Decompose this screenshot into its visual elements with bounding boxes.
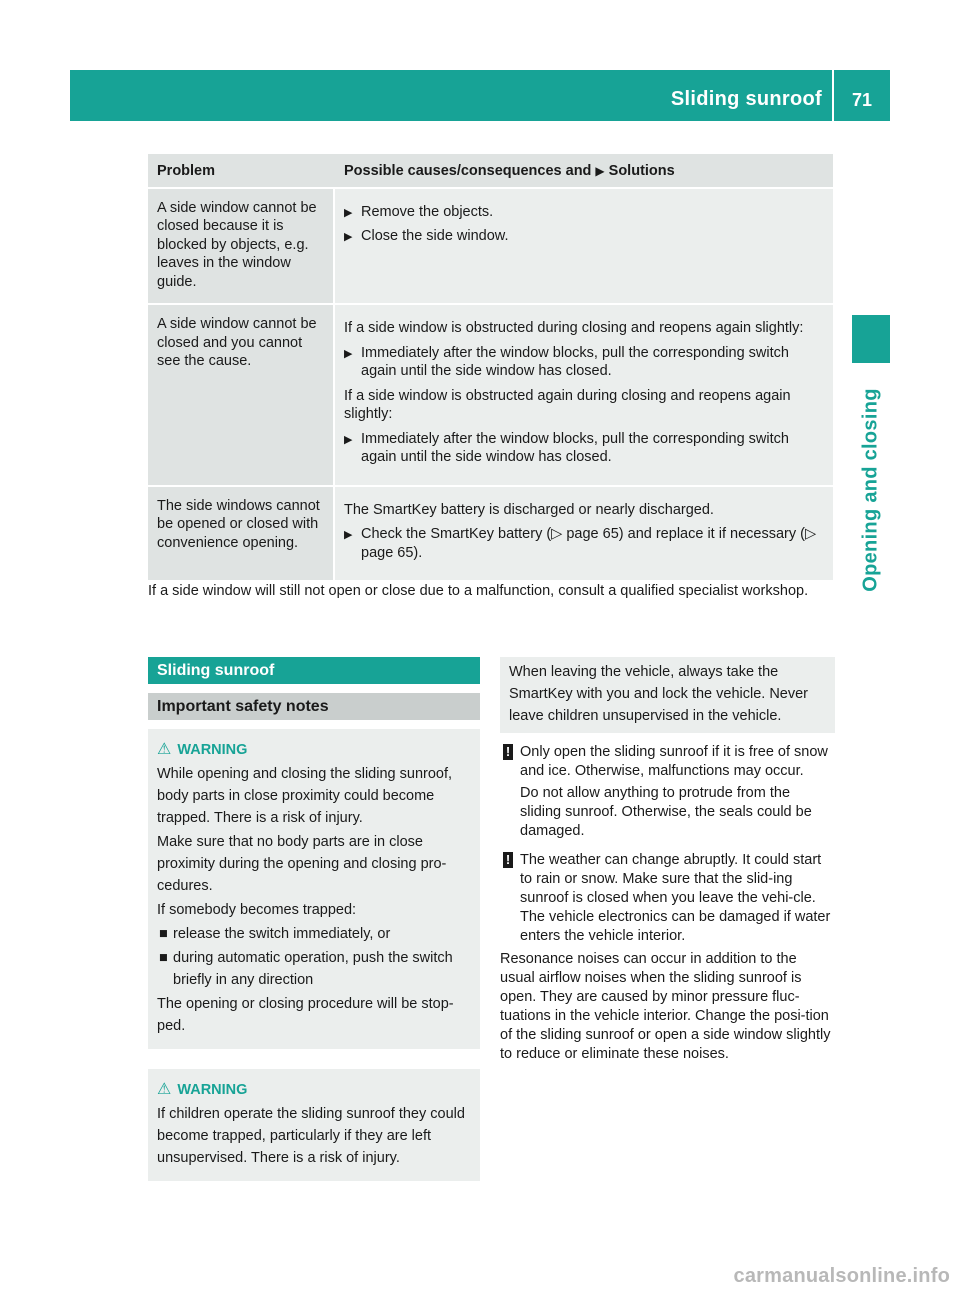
step-text: Immediately after the window blocks, pull the corresponding switch again until the side window has closed. [361,344,789,379]
exclamation-icon: ! [503,744,513,760]
chapter-label: Opening and closing [859,388,882,592]
problem-cell: The side windows cannot be opened or closed with convenience opening. [148,487,335,583]
solution-cell [335,487,833,583]
solution-step [344,525,825,562]
arrow-right-icon: ▶ [344,347,353,360]
table-row [148,305,833,487]
note-text: The weather can change abruptly. It could start to rain or snow. Make sure that the slid-ing sunroof is closed when you leave the vehi-cle. The vehicle electronics can be damaged if water enters the vehicle interior. [520,852,831,944]
warning-heading [157,1079,472,1101]
note-text: Only open the sliding sunroof if it is free of snow and ice. Otherwise, malfunctions may occur. [520,744,828,779]
warning-bullet [157,947,472,991]
warning-box [148,1069,480,1181]
watermark: carmanualsonline.info [733,1265,950,1287]
warning-bullet [157,923,472,945]
col-header-solutions [335,154,833,189]
step-text: Close the side window. [361,228,509,244]
warning-text: If somebody becomes trapped: [157,902,357,918]
section-title: Sliding sunroof [148,657,480,684]
warning-text: The opening or closing procedure will be stop-ped. [157,996,454,1034]
spacer [344,252,825,290]
caution-note [500,743,835,841]
caution-note [500,851,835,946]
solution-step [344,430,825,467]
step-text: Remove the objects. [361,203,494,220]
warning-label: WARNING [177,1082,248,1098]
warning-box [148,729,480,1049]
solution-text: If a side window is obstructed during closing and reopens again slightly: [344,320,804,336]
arrow-right-icon: ▶ [595,164,605,178]
col-header-solutions-pre: Possible causes/consequences and [344,163,592,179]
header-separator [832,70,834,121]
exclamation-icon: ! [503,852,513,868]
table-header-row [148,154,833,189]
warning-heading [157,739,472,761]
info-box: When leaving the vehicle, always take the SmartKey with you and lock the vehicle. Never leave children unsupervised in the vehicle. [500,657,835,733]
step-text: Check the SmartKey battery (▷ page 65) and replace it if necessary (▷ page 65). [361,526,817,561]
warning-label: WARNING [177,742,248,758]
table-row [148,189,833,306]
warning-text: Make sure that no body parts are in close proximity during the opening and closing pro-cedures. [157,834,447,894]
problem-cell: A side window cannot be closed because it is blocked by objects, e.g. leaves in the window guide. [148,189,335,306]
bullet-text: during automatic operation, push the switch briefly in any direction [173,950,453,988]
step-text: Immediately after the window blocks, pull the corresponding switch again until the side window has closed. [361,430,789,465]
warning-triangle-icon: ⚠ [157,1081,172,1098]
chapter-tab-marker [852,315,890,363]
arrow-right-icon: ▶ [344,206,353,219]
header-bar [70,70,890,121]
footnote-text: If a side window will still not open or close due to a malfunction, consult a qualified specialist workshop. [148,583,809,599]
solution-step [344,203,825,222]
header-title: Sliding sunroof [670,88,822,110]
problem-cell: A side window cannot be closed and you cannot see the cause. [148,305,335,487]
arrow-right-icon: ▶ [344,529,353,541]
troubleshooting-table [148,154,833,582]
body-text: Resonance noises can occur in addition to the usual airflow noises when the sliding sunroof is open. They are caused by minor pressure fluc-tuations in the vehicle interior. Change the posi-tion of the sliding sunroof or open a side window slightly to reduce or eliminate these noises. [500,951,831,1062]
solution-text: The SmartKey battery is discharged or nearly discharged. [344,501,714,518]
table-row [148,487,833,583]
bullet-text: release the switch immediately, or [173,926,391,942]
col-header-problem: Problem [148,154,335,189]
warning-triangle-icon: ⚠ [157,741,172,758]
solution-step [344,227,825,246]
warning-text: While opening and closing the sliding sunroof, body parts in close proximity could become trapped. There is a risk of injury. [157,766,453,826]
solution-cell [335,189,833,306]
bullet-icon: ■ [159,926,168,942]
solution-step [344,344,825,381]
col-header-solutions-post: Solutions [608,163,675,179]
page-number: 71 [851,90,872,110]
solution-cell [335,305,833,487]
solution-text: If a side window is obstructed again during closing and reopens again slightly: [344,387,791,422]
left-column [148,657,480,1181]
subsection-title: Important safety notes [148,693,480,720]
arrow-right-icon: ▶ [344,231,353,243]
arrow-right-icon: ▶ [344,433,353,446]
right-column [500,657,835,1064]
warning-text: If children operate the sliding sunroof they could become trapped, particularly if they are left unsupervised. There is a risk of injury. [157,1106,465,1166]
note-text: Do not allow anything to protrude from the sliding sunroof. Otherwise, the seals could be damaged. [520,785,812,839]
bullet-icon: ■ [159,950,168,966]
